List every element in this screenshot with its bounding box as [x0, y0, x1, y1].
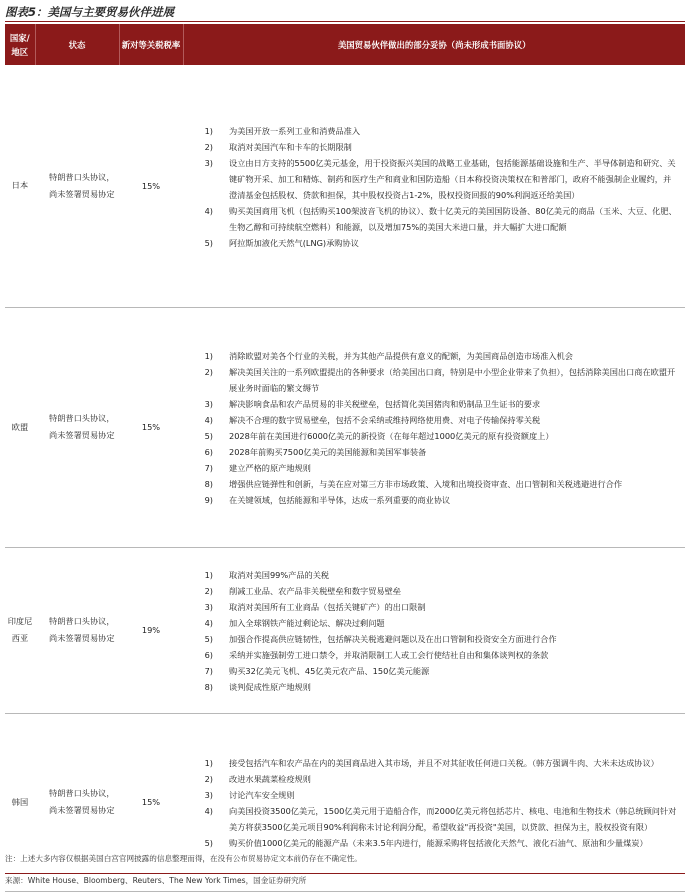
list-item	[183, 123, 679, 139]
item-number: 7)	[204, 666, 213, 676]
item-text: 采纳并实施强制劳工进口禁令，并取消限制工人或工会行使结社自由和集体谈判权的条款	[229, 650, 549, 660]
status-cell: 特朗普口头协议，尚未签署贸易协定	[35, 307, 119, 547]
list-item	[183, 599, 679, 615]
item-text: 解决美国关注的一系列欧盟提出的各种要求（给美国出口商，特别是中小型企业带来了负担），包括消除美国出口商在欧盟开展业务时面临的繁文缛节	[229, 367, 676, 393]
item-text: 加入全球钢铁产能过剩论坛、解决过剩问题	[229, 618, 385, 628]
list-item	[183, 771, 679, 787]
item-text: 削减工业品、农产品非关税壁垒和数字贸易壁垒	[229, 586, 401, 596]
item-number: 3)	[204, 157, 213, 168]
tariff-rate-cell: 19%	[119, 547, 183, 713]
list-item	[183, 155, 679, 203]
source-note: 来源：White House、Bloomberg、Reuters、The New York Times，国金证券研究所	[5, 876, 307, 885]
header-status: 状态	[35, 24, 119, 65]
title-divider	[5, 21, 685, 22]
list-item	[183, 492, 679, 508]
list-item	[183, 203, 679, 235]
list-item	[183, 679, 679, 695]
figure-title: 图表5：美国与主要贸易伙伴进展	[5, 5, 174, 19]
item-number: 5)	[204, 838, 213, 848]
table-row	[5, 547, 685, 713]
item-text: 2028年前购买7500亿美元的美国能源和美国军事装备	[229, 447, 427, 457]
tariff-rate-cell: 15%	[119, 307, 183, 547]
list-item	[183, 787, 679, 803]
item-text: 增强供应链弹性和创新，与美在应对第三方非市场政策、入境和出境投资审查、出口管制和关税逃避进行合作	[229, 479, 623, 489]
item-text: 讨论汽车安全规则	[229, 790, 295, 800]
table-body	[5, 65, 685, 891]
item-number: 8)	[204, 479, 213, 489]
item-number: 5)	[204, 634, 213, 644]
item-text: 阿拉斯加液化天然气(LNG)承购协议	[229, 237, 359, 248]
item-number: 3)	[204, 602, 213, 612]
list-item	[183, 631, 679, 647]
country-cell: 印度尼西亚	[5, 547, 35, 713]
item-number: 4)	[204, 806, 213, 816]
item-number: 7)	[204, 463, 213, 473]
status-cell: 特朗普口头协议，尚未签署贸易协定	[35, 547, 119, 713]
concession-list	[183, 755, 679, 851]
concessions-cell	[183, 547, 685, 713]
item-text: 为美国开放一系列工业和消费品准入	[229, 125, 361, 136]
list-item	[183, 663, 679, 679]
item-number: 5)	[204, 431, 213, 441]
concessions-cell	[183, 307, 685, 547]
item-text: 设立由日方支持的5500亿美元基金，用于投资振兴美国的战略工业基础，包括能源基础设施和生产、半导体制造和研究、关键矿物开采、加工和精炼、制药和医疗生产和商业和国防造船（日本称投资决策权在和普部门，政府不能强制企业履约，并澄清基金包括股权、贷款和担保，其中股权投资占1-2%，股权投资回报的90%利润返还给美国）	[229, 157, 676, 200]
list-item	[183, 647, 679, 663]
item-text: 取消对美国所有工业商品（包括关键矿产）的出口限制	[229, 602, 426, 612]
item-text: 购买价值1000亿美元的能源产品（未来3.5年内进行，能源采购将包括液化天然气、液化石油气、原油和少量煤炭）	[229, 838, 648, 848]
item-number: 3)	[204, 399, 213, 409]
list-item	[183, 235, 679, 251]
list-item	[183, 428, 679, 444]
item-text: 消除欧盟对美各个行业的关税，并为其他产品提供有意义的配额，为美国商品创造市场准入机会	[229, 351, 573, 361]
item-number: 4)	[204, 618, 213, 628]
list-item	[183, 412, 679, 428]
concessions-cell	[183, 65, 685, 307]
item-text: 解决不合理的数字贸易壁垒，包括不会采纳或维持网络使用费、对电子传输保持零关税	[229, 415, 541, 425]
item-number: 1)	[204, 351, 213, 361]
table-row	[5, 65, 685, 307]
list-item	[183, 139, 679, 155]
item-text: 取消对美国99%产品的关税	[229, 570, 330, 580]
tariff-rate-cell: 15%	[119, 65, 183, 307]
header-rate: 新对等关税税率	[119, 24, 183, 65]
list-item	[183, 583, 679, 599]
item-text: 解决影响食品和农产品贸易的非关税壁垒，包括简化美国猪肉和奶制品卫生证书的要求	[229, 399, 541, 409]
item-text: 谈判促成性原产地规则	[229, 682, 311, 692]
item-number: 6)	[204, 650, 213, 660]
country-cell: 日本	[5, 65, 35, 307]
table-header-row	[5, 24, 685, 65]
item-text: 加强合作提高供应链韧性，包括解决关税逃避问题以及在出口管制和投资安全方面进行合作	[229, 634, 557, 644]
item-number: 4)	[204, 415, 213, 425]
item-text: 购买美国商用飞机（包括购买100架波音飞机的协议）、数十亿美元的美国国防设备、80亿美元的商品（玉米、大豆、化肥、生物乙醇和可持续航空燃料）和能源，以及增加75%的美国大米进口量，并大幅扩大进口配额	[229, 205, 677, 232]
item-number: 6)	[204, 447, 213, 457]
table-row	[5, 307, 685, 547]
item-number: 1)	[204, 570, 213, 580]
country-cell: 欧盟	[5, 307, 35, 547]
item-text: 改进水果蔬菜检疫规则	[229, 774, 311, 784]
list-item	[183, 835, 679, 851]
item-number: 5)	[204, 237, 213, 248]
item-number: 2)	[204, 586, 213, 596]
footnote: 注：上述大多内容仅根据美国白宫官网披露的信息整理而得，在没有公布贸易协定文本前仍存在不确定性。	[5, 854, 362, 863]
item-number: 1)	[204, 758, 213, 768]
list-item	[183, 755, 679, 771]
tariff-rate-cell: 15%	[119, 713, 183, 891]
item-text: 建立严格的原产地规则	[229, 463, 311, 473]
list-item	[183, 348, 679, 364]
concession-list	[183, 348, 679, 508]
item-number: 2)	[204, 367, 213, 377]
list-item	[183, 567, 679, 583]
item-text: 取消对美国汽车和卡车的长期限制	[229, 141, 352, 152]
concession-list	[183, 567, 679, 695]
header-content: 美国贸易伙伴做出的部分妥协（尚未形成书面协议）	[183, 24, 685, 65]
item-text: 接受包括汽车和农产品在内的美国商品进入其市场，并且不对其征收任何进口关税。（韩方强调牛肉、大米未达成协议）	[229, 758, 659, 768]
item-number: 2)	[204, 141, 213, 152]
item-number: 1)	[204, 125, 213, 136]
list-item	[183, 396, 679, 412]
item-number: 2)	[204, 774, 213, 784]
item-text: 向美国投资3500亿美元，1500亿美元用于造船合作，而2000亿美元将包括芯片、核电、电池和生物技术（韩总统顾问针对美方将获3500亿美元项目90%利润称未讨论利润分配，希望收益"再投资"美国，以贷款、担保为主，股权投资有限）	[229, 806, 677, 832]
item-number: 3)	[204, 790, 213, 800]
list-item	[183, 615, 679, 631]
country-cell: 韩国	[5, 713, 35, 891]
item-number: 4)	[204, 205, 213, 216]
item-text: 购买32亿美元飞机、45亿美元农产品、150亿美元能源	[229, 666, 430, 676]
list-item	[183, 460, 679, 476]
concession-list	[183, 123, 679, 251]
item-number: 9)	[204, 495, 213, 505]
item-text: 2028年前在美国进行6000亿美元的新投资（在每年超过1000亿美元的原有投资额度上）	[229, 431, 554, 441]
item-number: 8)	[204, 682, 213, 692]
list-item	[183, 364, 679, 396]
trade-partner-table	[5, 24, 685, 892]
header-country: 国家/地区	[5, 24, 35, 65]
item-text: 在关键领域，包括能源和半导体，达成一系列重要的商业协议	[229, 495, 451, 505]
list-item	[183, 476, 679, 492]
list-item	[183, 803, 679, 835]
list-item	[183, 444, 679, 460]
status-cell: 特朗普口头协议，尚未签署贸易协定	[35, 713, 119, 891]
status-cell: 特朗普口头协议，尚未签署贸易协定	[35, 65, 119, 307]
